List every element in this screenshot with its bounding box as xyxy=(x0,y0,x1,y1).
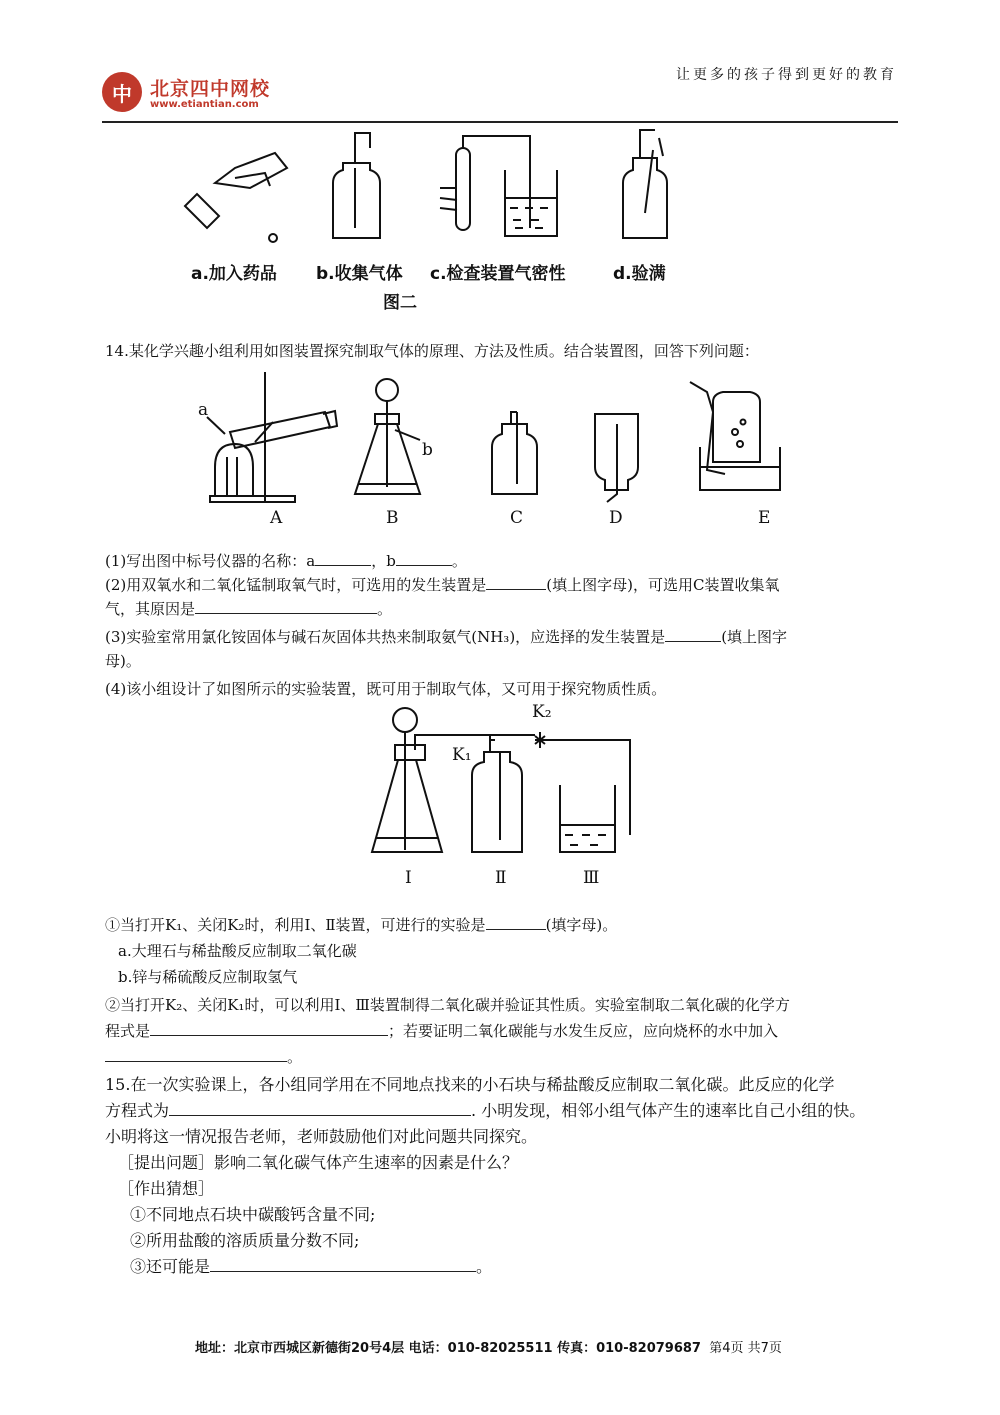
figure2-drawings xyxy=(175,128,675,246)
answer-blank[interactable] xyxy=(195,598,377,614)
q14-part3-cont: 母)。 xyxy=(105,652,141,670)
apparatus-a-e xyxy=(195,372,785,512)
q15-hypothesis-3-text: ③还可能是 xyxy=(130,1257,211,1276)
footer-address: 地址：北京市西城区新德街20号4层 电话：010-82025511 传真：010-82079687 xyxy=(195,1341,701,1356)
fig2-label-d: d.验满 xyxy=(613,264,666,284)
header-slogan: 让更多的孩子得到更好的教育 xyxy=(676,67,897,83)
adding-reagent-drawing xyxy=(185,153,287,242)
apparatus-i-ii-iii xyxy=(360,700,660,865)
q14-part1-text-b: ，b xyxy=(371,552,396,570)
logo-emblem-icon: 中 xyxy=(102,72,142,112)
q14-sub2-text-d: 。 xyxy=(287,1048,303,1066)
q14-sub1-text-b: (填字母)。 xyxy=(545,916,618,934)
answer-blank[interactable] xyxy=(486,574,546,590)
apparatus-e-drawing xyxy=(690,382,780,490)
logo-name: 北京四中网校 xyxy=(150,78,271,100)
airtightness-drawing xyxy=(440,136,557,236)
logo-url: www.etiantian.com xyxy=(150,99,259,110)
answer-blank[interactable] xyxy=(210,1256,476,1272)
fig-label-k1: K₁ xyxy=(452,745,472,765)
footer xyxy=(195,1337,782,1356)
fig2-label-c: c.检查装置气密性 xyxy=(430,264,566,284)
q14-sub2-text-b: 程式是 xyxy=(105,1022,151,1040)
pointer-label-a: a xyxy=(198,400,209,420)
flask-i-drawing xyxy=(372,708,535,852)
q14-sub2-text-c: ；若要证明二氧化碳能与水发生反应，应向烧杯的水中加入 xyxy=(388,1022,779,1040)
q15-line2-text-b: . 小明发现，相邻小组气体产生的速率比自己小组的快。 xyxy=(471,1101,866,1120)
apparatus-label-e: E xyxy=(758,508,771,528)
option-a: a.大理石与稀盐酸反应制取二氧化碳 xyxy=(118,942,357,960)
q14-part2-text: (2)用双氧水和二氧化锰制取氧气时，可选用的发生装置是 xyxy=(105,576,487,594)
answer-blank[interactable] xyxy=(150,1020,388,1036)
fig-label-iii: Ⅲ xyxy=(583,868,600,888)
logo xyxy=(102,72,282,116)
q14-part3-text-b: (填上图字 xyxy=(721,628,788,646)
q15-hypothesis-3 xyxy=(130,1256,492,1278)
q15-question: ［提出问题］影响二氧化碳气体产生速率的因素是什么？ xyxy=(118,1153,519,1172)
fig2-label-a: a.加入药品 xyxy=(191,264,277,284)
answer-blank[interactable] xyxy=(486,914,546,930)
answer-blank[interactable] xyxy=(665,626,721,642)
q14-sub1 xyxy=(105,914,617,936)
fig-label-ii: Ⅱ xyxy=(495,868,507,888)
q14-part1-text: (1)写出图中标号仪器的名称：a xyxy=(105,552,316,570)
q15-hypothesis-heading: ［作出猜想］ xyxy=(118,1179,215,1198)
q14-sub2: ②当打开K₂、关闭K₁时，可以利用Ⅰ、Ⅲ装置制得二氧化碳并验证其性质。实验室制取二氧化碳的化学方 xyxy=(105,996,790,1014)
answer-blank[interactable] xyxy=(396,550,452,566)
q14-part2-text-d: 。 xyxy=(377,600,393,618)
q14-part1 xyxy=(105,550,467,572)
apparatus-label-d: D xyxy=(609,508,623,528)
q14-part3-text: (3)实验室常用氯化铵固体与碱石灰固体共热来制取氨气(NH₃)，应选择的发生装置是 xyxy=(105,628,666,646)
bottle-ii-drawing xyxy=(472,735,522,852)
pointer-label-b: b xyxy=(422,440,433,460)
q14-sub1-text: ①当打开K₁、关闭K₂时，利用Ⅰ、Ⅱ装置，可进行的实验是 xyxy=(105,916,486,934)
fig-label-i: Ⅰ xyxy=(405,868,412,888)
answer-blank[interactable] xyxy=(169,1100,471,1116)
apparatus-label-b: B xyxy=(386,508,399,528)
q14-part1-text-c: 。 xyxy=(451,552,467,570)
fig-label-k2: K₂ xyxy=(532,702,552,722)
test-full-drawing xyxy=(623,130,667,238)
fig2-caption: 图二 xyxy=(383,293,417,313)
apparatus-a-drawing xyxy=(207,372,337,502)
q14-part2 xyxy=(105,574,779,596)
q15-line1: 15.在一次实验课上，各小组同学用在不同地点找来的小石块与稀盐酸反应制取二氧化碳。此反应的化学 xyxy=(105,1075,835,1094)
q15-line3: 小明将这一情况报告老师，老师鼓励他们对此问题共同探究。 xyxy=(105,1127,538,1146)
q14-part2-cont xyxy=(105,598,392,620)
footer-page: 第4页 共7页 xyxy=(709,1341,782,1356)
answer-blank[interactable] xyxy=(105,1046,287,1062)
apparatus-d-drawing xyxy=(595,414,638,502)
q14-part3 xyxy=(105,626,787,648)
q15-line2 xyxy=(105,1100,865,1122)
q15-hypothesis-3-end: 。 xyxy=(476,1257,493,1276)
fig2-label-b: b.收集气体 xyxy=(316,264,403,284)
beaker-iii-drawing xyxy=(535,732,630,852)
q14-part2-text-c: 气，其原因是 xyxy=(105,600,196,618)
q15-line2-text-a: 方程式为 xyxy=(105,1101,170,1120)
q14-part2-text-b: (填上图字母)，可选用C装置收集氧 xyxy=(546,576,780,594)
apparatus-label-a: A xyxy=(270,508,283,528)
apparatus-c-drawing xyxy=(492,412,537,494)
q15-hypothesis-1: ①不同地点石块中碳酸钙含量不同; xyxy=(130,1205,376,1224)
q14-stem: 14.某化学兴趣小组利用如图装置探究制取气体的原理、方法及性质。结合装置图，回答下列问题： xyxy=(105,342,759,360)
q14-part4: (4)该小组设计了如图所示的实验装置，既可用于制取气体，又可用于探究物质性质。 xyxy=(105,680,667,698)
option-b: b.锌与稀硫酸反应制取氢气 xyxy=(118,968,298,986)
q14-sub2-end xyxy=(105,1046,302,1068)
q15-hypothesis-2: ②所用盐酸的溶质质量分数不同; xyxy=(130,1231,360,1250)
q14-sub2-cont xyxy=(105,1020,778,1042)
apparatus-b-drawing xyxy=(355,379,420,494)
gas-bottle-drawing xyxy=(333,133,380,238)
header-rule xyxy=(102,121,898,123)
apparatus-label-c: C xyxy=(510,508,524,528)
answer-blank[interactable] xyxy=(315,550,371,566)
